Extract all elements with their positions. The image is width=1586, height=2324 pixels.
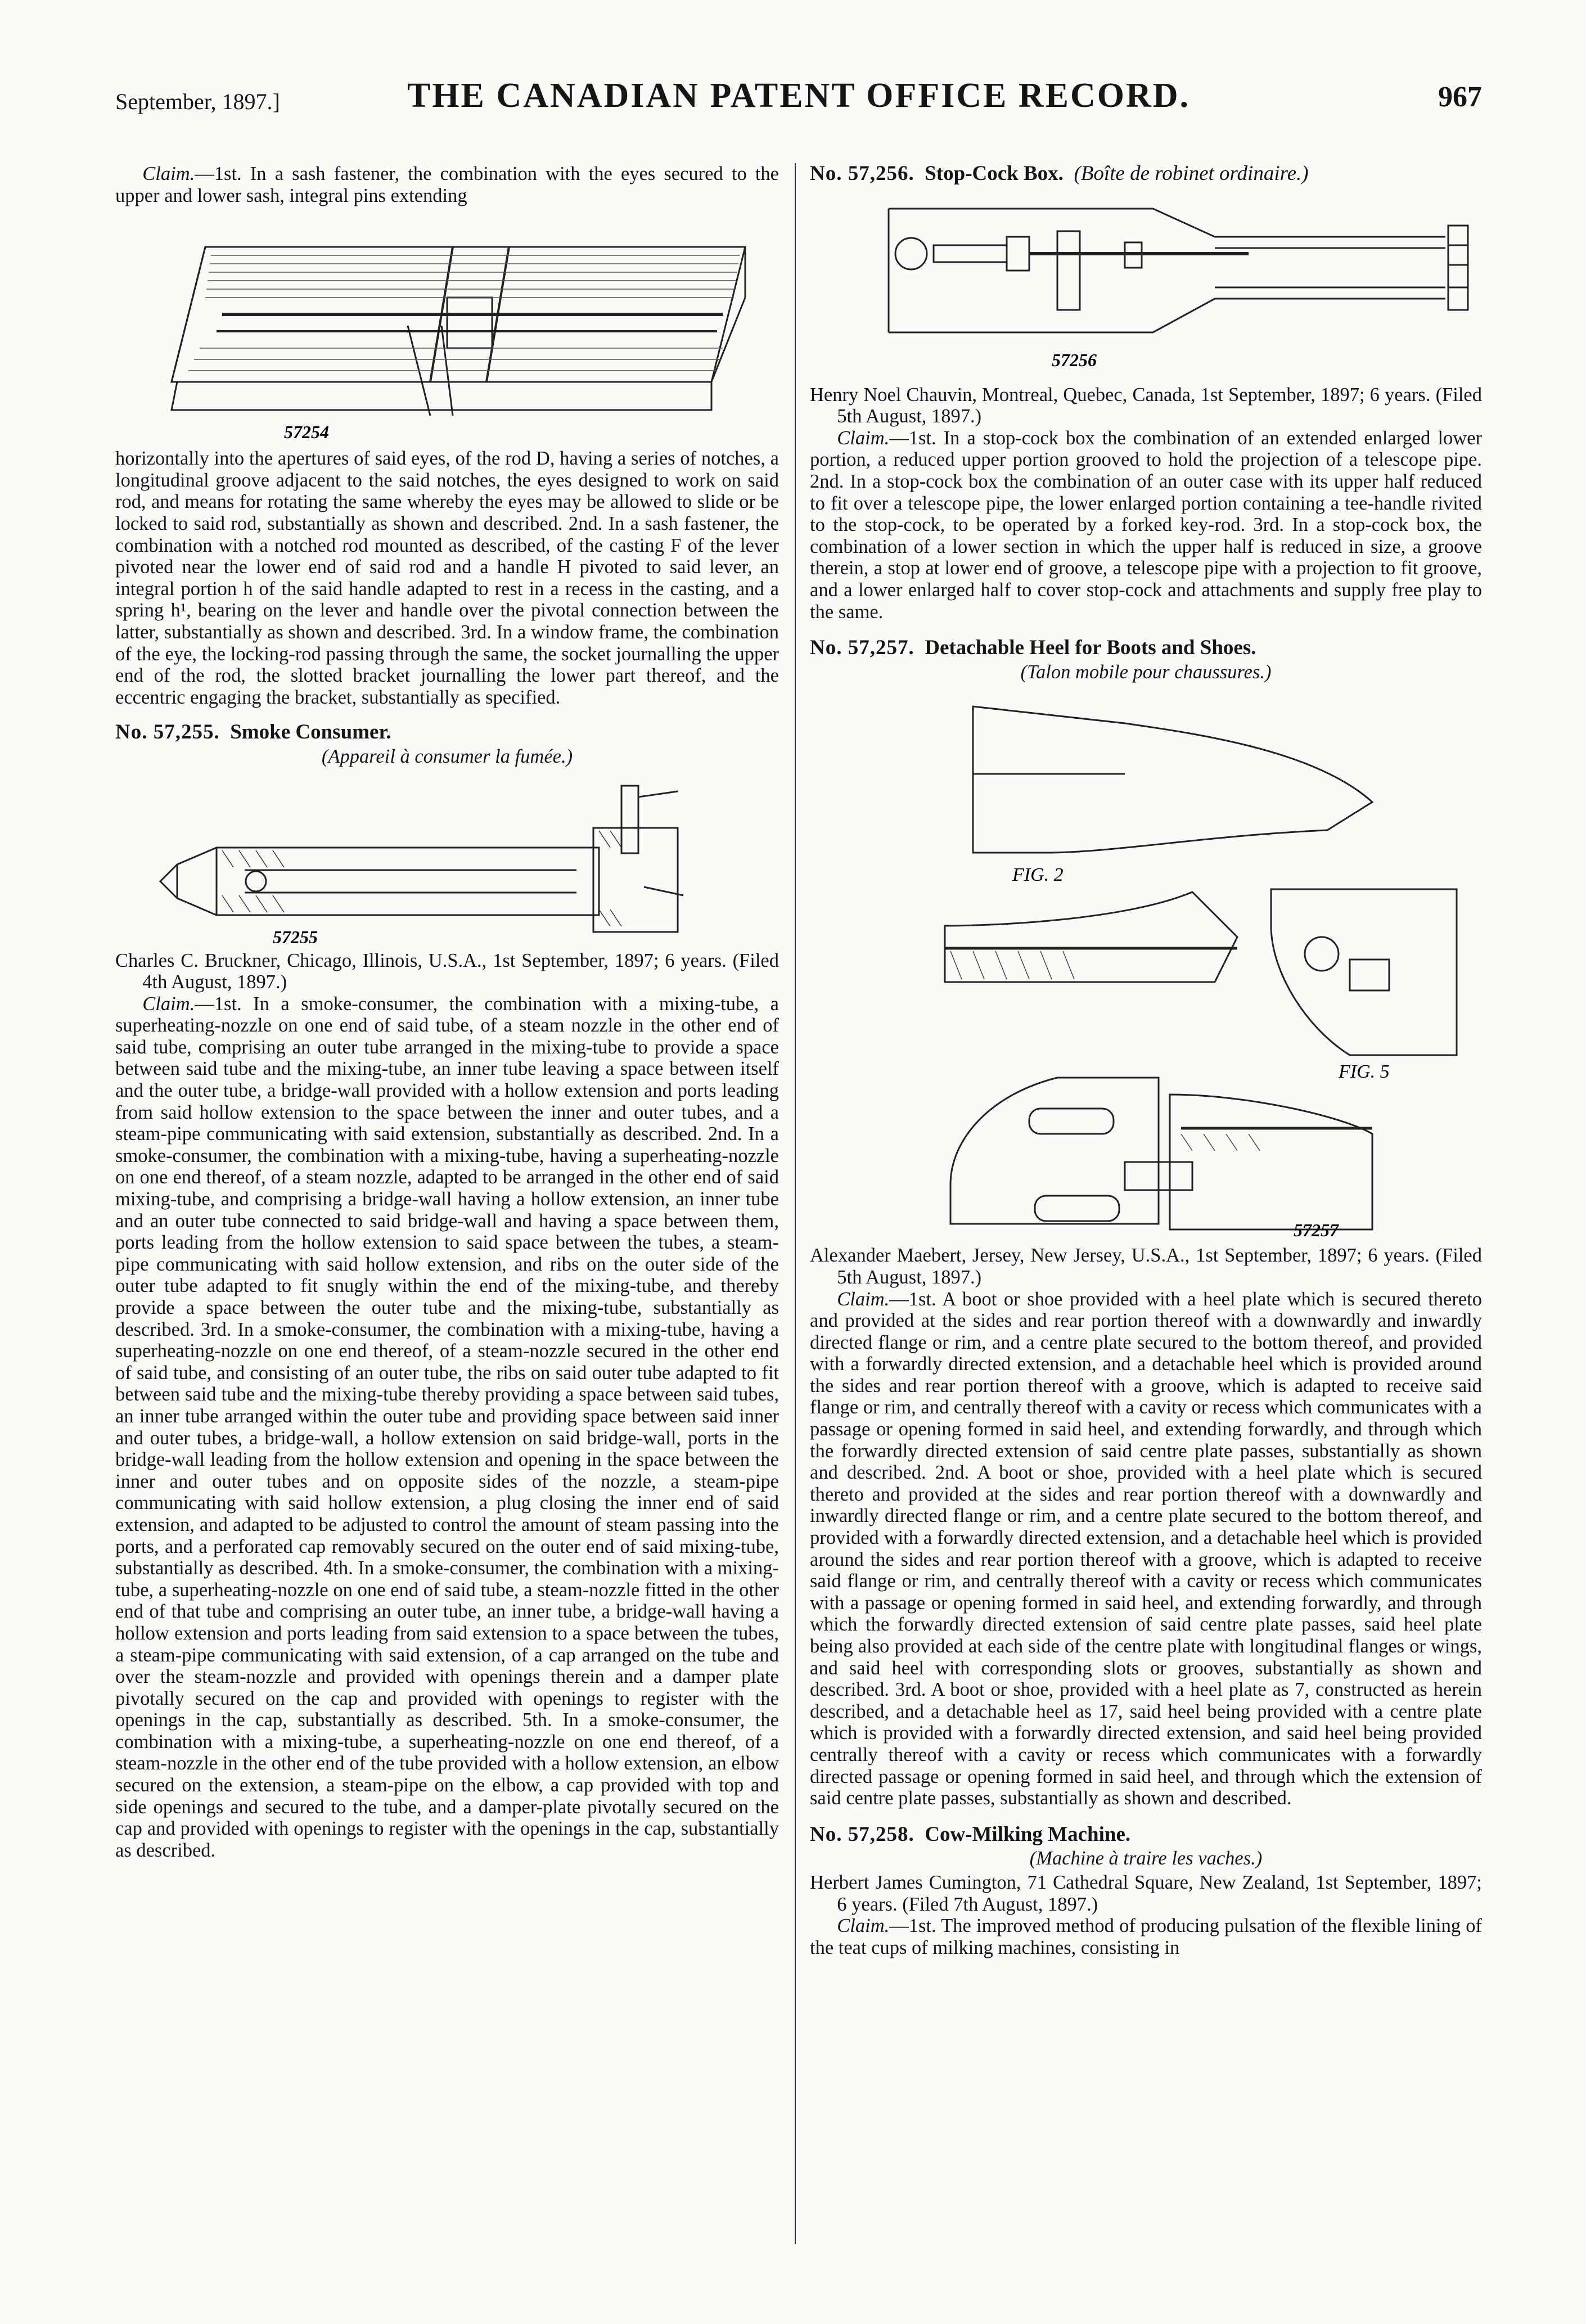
patent-french-title-57255: (Appareil à consumer la fumée.) (321, 745, 573, 767)
claim-label: Claim. (142, 993, 195, 1015)
patent-french-title-57257: (Talon mobile pour chaussures.) (1020, 661, 1272, 683)
patent-heading-57257: No. 57,257. Detachable Heel for Boots and Shoes. (810, 636, 1256, 660)
sash-claim-start: Claim.—1st. In a sash fastener, the combination with the eyes secured to the upper and lower sash, integral pins extending (115, 163, 779, 206)
figure-number: 57256 (1052, 349, 1097, 370)
patent-claim-57258: Claim.—1st. The improved method of producing pulsation of the flexible lining of the teat cups of milking machines, consisting in (810, 1915, 1482, 1958)
figure-57256 (810, 192, 1482, 377)
figure-caption: FIG. 2 (1012, 864, 1064, 886)
header-date: September, 1897.] (115, 89, 280, 114)
patent-heading-57258: No. 57,258. Cow-Milking Machine. (810, 1822, 1131, 1846)
figure-number: 57257 (1294, 1220, 1339, 1238)
detachable-heel-drawing (810, 690, 1482, 1238)
claim-label: Claim. (837, 1288, 890, 1310)
patent-french-title-57258: (Machine à traire les vaches.) (1029, 1848, 1263, 1870)
patent-inventor-57258: Herbert James Cumington, 71 Cathedral Square, New Zealand, 1st September, 1897; 6 years. (Filed 7th August, 1897.) (810, 1871, 1482, 1915)
page-title: THE CANADIAN PATENT OFFICE RECORD. (407, 76, 1191, 115)
patent-inventor-57257: Alexander Maebert, Jersey, New Jersey, U.S.A., 1st September, 1897; 6 years. (Filed 5th August, 1897.) (810, 1245, 1482, 1288)
sash-claim-rest: horizontally into the apertures of said eyes, of the rod D, having a series of notches, a longitudinal groove adjacent to the said notches, the eyes designed to work on said rod, and means for rotating the same whereby the eyes may be allowed to slide or be locked to said rod, substantially as shown and described. 2nd. In a sash fastener, the combination with a notched rod mounted as described, of the casting F of the lever pivoted near the lower end of said rod and a handle H pivoted to said lever, an integral portion h of the said handle adapted to rest in a recess in the casting, and a spring h¹, bearing on the lever and handle over the pivotal connection between the latter, substantially as shown and described. 3rd. In a window frame, the combination of the eye, the locking-rod passing through the same, the socket journalling the upper end of the rod, the slotted bracket journalling the lower part thereof, and the eccentric engaging the bracket, substantially as specified. (115, 448, 779, 708)
left-column (115, 163, 779, 1861)
smoke-consumer-drawing (115, 774, 779, 943)
patent-heading-57255: No. 57,255. Smoke Consumer. (115, 720, 391, 744)
patent-inventor-57255: Charles C. Bruckner, Chicago, Illinois, U.S.A., 1st September, 1897; 6 years. (Filed 4th August, 1897.) (115, 949, 779, 993)
figure-caption: FIG. 5 (1339, 1061, 1390, 1083)
patent-heading-57256: No. 57,256. Stop-Cock Box. (Boîte de robinet ordinaire.) (810, 162, 1309, 185)
claim-label: Claim. (837, 427, 890, 449)
column-divider (795, 163, 796, 2244)
patent-claim-57255: Claim.—1st. In a smoke-consumer, the combination with a mixing-tube, a superheating-nozzle on one end of said tube, of a steam nozzle in the other end of said tube, comprising an outer tube arranged in the mixing-tube to provide a space between said tube and the mixing-tube, an inner tube leaving a space between itself and the outer tube, a bridge-wall provided with a hollow extension and ports leading from said hollow extension to the space between the inner and outer tubes, and a steam-pipe communicating with said extension, substantially as described. 2nd. In a smoke-consumer, the combination with a mixing-tube, having a superheating-nozzle on one end thereof, of a steam nozzle, adapted to be arranged in the other end of said mixing-tube, and comprising a bridge-wall having a hollow extension, an inner tube and an outer tube connected to said bridge-wall and having a space between them, ports leading from the hollow extension to said space between the tubes, a steam-pipe communicating with said hollow extension, and ribs on the outer side of the outer tube adapted to fit snugly within the end of the mixing-tube, and thereby provide a space between the outer tube and the mixing-tube, substantially as described. 3rd. In a smoke-consumer, the combination with a mixing-tube, having a superheating-nozzle on one end thereof, of a steam-nozzle secured in the other end of said tube, and consisting of an outer tube, the ribs on said outer tube adapted to fit between said tube and the mixing-tube thereby providing a space between said tubes, an inner tube arranged within the outer tube and providing space between said inner and outer tubes, a bridge-wall, a hollow extension on said bridge-wall, ports in the bridge-wall leading from the hollow extension and opening in the space between the inner and outer tubes and on opposite sides of the nozzle, a steam-pipe communicating with said hollow extension, a plug closing the inner end of said extension, and adapted to be adjusted to control the amount of steam passing into the ports, and a perforated cap removably secured on the outer end of said mixing-tube, substantially as described. 4th. In a smoke-consumer, the combination with a mixing-tube, a superheating-nozzle on one end of said tube, a steam-nozzle fitted in the other end of that tube and comprising an outer tube, an inner tube, a bridge-wall having a hollow extension and ports leading from said extension to a space between the tubes, a steam-pipe communicating with said extension, of a cap arranged on the tube and over the steam-nozzle and provided with openings therein and a damper plate pivotally secured on the cap and provided with openings to register with the openings in the cap, substantially as described. 5th. In a smoke-consumer, the combination with a mixing-tube, a superheating-nozzle on one end thereof, of a steam-nozzle in the other end of the tube provided with a hollow extension, an elbow secured on the extension, a steam-pipe on the elbow, a cap provided with top and side openings and secured to the tube, and a damper-plate pivotally secured on the cap and provided with openings to register with the openings in the cap, substantially as described. (115, 993, 779, 1861)
patent-inventor-57256: Henry Noel Chauvin, Montreal, Quebec, Canada, 1st September, 1897; 6 years. (Filed 5th August, 1897.) (810, 384, 1482, 427)
stop-cock-box-drawing (810, 192, 1482, 377)
figure-57257 (810, 690, 1482, 1238)
claim-label: Claim. (837, 1915, 890, 1937)
right-column (810, 163, 1482, 1958)
patent-claim-57257: Claim.—1st. A boot or shoe provided with a heel plate which is secured thereto and provided at the sides and rear portion thereof with a downwardly and inwardly directed flange or rim, and a centre plate secured to the bottom thereof, and provided with a forwardly directed extension, and a detachable heel which is provided around the sides and rear portion thereof with a groove, which is adapted to receive said flange or rim, and centrally thereof with a cavity or recess which communicates with a passage or opening formed in said heel, and extending forwardly, and through which the forwardly directed extension of said centre plate passes, substantially as shown and described. 2nd. A boot or shoe, provided with a heel plate which is secured thereto and provided at the sides and rear portion thereof with a downwardly and inwardly directed flange or rim, and a centre plate secured to the bottom thereof, and provided with a forwardly directed extension, and a detachable heel which is provided around the sides and rear portion thereof with a groove, which is adapted to receive said flange or rim, and centrally thereof with a cavity or recess which communicates with a passage or opening formed in said heel, and extending forwardly, and through which the forwardly directed extension of said centre plate passes, said heel plate being also provided at each side of the centre plate with longitudinal flanges or wings, and said heel with corresponding slots or grooves, substantially as shown and described. 3rd. A boot or shoe, provided with a heel plate as 7, constructed as herein described, and a detachable heel as 17, said heel being provided with a centre plate which is provided with a forwardly directed extension, and said heel being provided centrally thereof with a cavity or recess which communicates with a forwardly directed passage or opening formed in said heel, and through which the extension of said centre plate passes, substantially as shown and described. (810, 1288, 1482, 1809)
figure-57255 (115, 774, 779, 943)
figure-number: 57254 (284, 422, 329, 442)
figure-number: 57255 (273, 926, 318, 943)
figure-57254 (115, 213, 779, 441)
sash-fastener-drawing (115, 213, 779, 441)
page-header (115, 76, 1482, 127)
page-number: 967 (1438, 81, 1482, 113)
patent-claim-57256: Claim.—1st. In a stop-cock box the combination of an extended enlarged lower portion, a reduced upper portion grooved to hold the projection of a telescope pipe. 2nd. In a stop-cock box the combination of an outer case with its upper half reduced to fit over a telescope pipe, the lower enlarged portion containing a tee-handle rivited to the stop-cock, to be operated by a forked key-rod. 3rd. In a stop-cock box, the combination of a lower section in which the upper half is reduced in size, a groove therein, a stop at lower end of groove, a telescope pipe with a projection to fit groove, and a lower enlarged half to cover stop-cock and attachments and supply free play to the same. (810, 427, 1482, 623)
claim-label: Claim. (142, 163, 195, 184)
